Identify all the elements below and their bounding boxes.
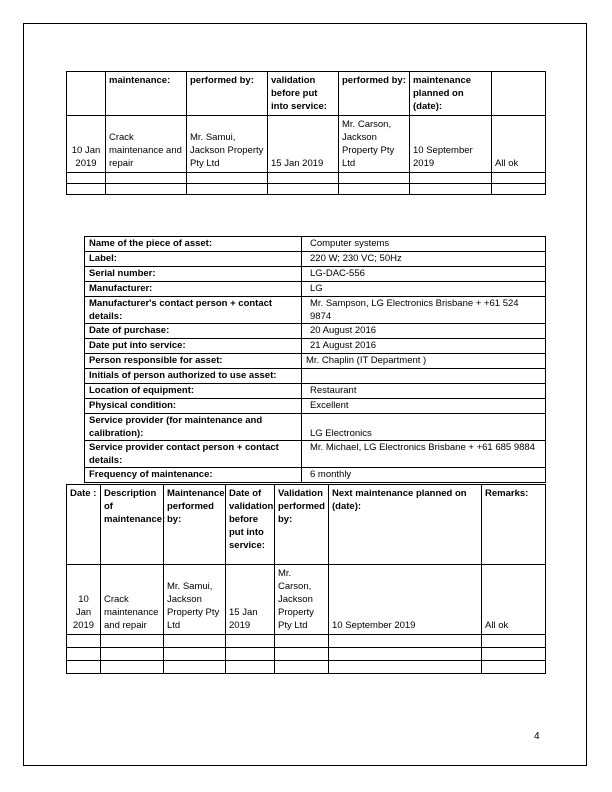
header-remarks: Remarks: — [482, 485, 546, 565]
next-planned-cell: 10 September 2019 — [329, 565, 482, 635]
asset-row — [85, 324, 546, 339]
asset-row — [85, 267, 546, 282]
asset-label: Person responsible for asset: — [85, 354, 302, 369]
blank-row — [67, 184, 546, 195]
maintenance-table-continued — [66, 71, 546, 195]
description-cell: Crack maintenance and repair — [101, 565, 164, 635]
asset-row — [85, 441, 546, 468]
asset-row — [85, 252, 546, 267]
asset-row — [85, 399, 546, 414]
asset-label: Date put into service: — [85, 339, 302, 354]
asset-value: 6 monthly — [302, 468, 546, 483]
asset-row — [85, 297, 546, 324]
asset-label: Service provider (for maintenance and calibration): — [85, 414, 302, 441]
asset-value — [302, 369, 546, 384]
asset-label: Service provider contact person + contact details: — [85, 441, 302, 468]
asset-row — [85, 369, 546, 384]
header-validation-by: Validation performed by: — [275, 485, 329, 565]
asset-label: Date of purchase: — [85, 324, 302, 339]
asset-label: Name of the piece of asset: — [85, 237, 302, 252]
asset-row — [85, 468, 546, 483]
asset-value: Mr. Sampson, LG Electronics Brisbane + +61 524 9874 — [302, 297, 546, 324]
asset-label: Frequency of maintenance: — [85, 468, 302, 483]
header-cell: performed by: — [187, 72, 268, 116]
asset-details-table — [84, 236, 546, 483]
date-cell: 10 Jan 2019 — [67, 565, 101, 635]
asset-label: Serial number: — [85, 267, 302, 282]
asset-label: Label: — [85, 252, 302, 267]
header-date: Date : — [67, 485, 101, 565]
maintenance-log-table — [66, 484, 546, 674]
validation-date-cell: 15 Jan 2019 — [226, 565, 275, 635]
asset-value: 21 August 2016 — [302, 339, 546, 354]
header-validation-date: Date of validation before put into service: — [226, 485, 275, 565]
asset-value: LG — [302, 282, 546, 297]
performed-by-cell: Mr. Samui, Jackson Property Pty Ltd — [187, 116, 268, 173]
table-header-row — [67, 72, 546, 116]
header-cell: maintenance planned on (date): — [410, 72, 492, 116]
asset-row — [85, 282, 546, 297]
header-cell: validation before put into service: — [268, 72, 339, 116]
performed-by-cell: Mr. Samui, Jackson Property Pty Ltd — [164, 565, 226, 635]
asset-value: 220 W; 230 VC; 50Hz — [302, 252, 546, 267]
asset-row — [85, 237, 546, 252]
header-next-planned: Next maintenance planned on (date): — [329, 485, 482, 565]
table-row — [67, 116, 546, 173]
header-cell — [67, 72, 106, 116]
blank-row — [67, 635, 546, 648]
asset-label: Initials of person authorized to use asset: — [85, 369, 302, 384]
asset-value: Mr. Michael, LG Electronics Brisbane + +61 685 9884 — [302, 441, 546, 468]
asset-value: Mr. Chaplin (IT Department ) — [302, 354, 546, 369]
header-description: Description of maintenance: — [101, 485, 164, 565]
asset-label: Manufacturer's contact person + contact details: — [85, 297, 302, 324]
asset-value: Restaurant — [302, 384, 546, 399]
asset-value: 20 August 2016 — [302, 324, 546, 339]
asset-row — [85, 384, 546, 399]
remarks-cell: All ok — [482, 565, 546, 635]
blank-row — [67, 661, 546, 674]
remarks-cell: All ok — [492, 116, 546, 173]
header-cell: maintenance: — [106, 72, 187, 116]
description-cell: Crack maintenance and repair — [106, 116, 187, 173]
asset-value: Computer systems — [302, 237, 546, 252]
validation-by-cell: Mr. Carson, Jackson Property Pty Ltd — [275, 565, 329, 635]
asset-row — [85, 414, 546, 441]
table-row — [67, 565, 546, 635]
asset-label: Location of equipment: — [85, 384, 302, 399]
next-planned-cell: 10 September 2019 — [410, 116, 492, 173]
asset-row — [85, 339, 546, 354]
header-cell: performed by: — [339, 72, 410, 116]
blank-row — [67, 648, 546, 661]
asset-label: Manufacturer: — [85, 282, 302, 297]
validation-by-cell: Mr. Carson, Jackson Property Pty Ltd — [339, 116, 410, 173]
asset-row — [85, 354, 546, 369]
header-performed-by: Maintenance performed by: — [164, 485, 226, 565]
asset-value: LG Electronics — [302, 414, 546, 441]
asset-value: LG-DAC-556 — [302, 267, 546, 282]
blank-row — [67, 173, 546, 184]
page-number: 4 — [534, 731, 540, 742]
asset-label: Physical condition: — [85, 399, 302, 414]
header-cell — [492, 72, 546, 116]
date-cell: 10 Jan 2019 — [67, 116, 106, 173]
asset-value: Excellent — [302, 399, 546, 414]
validation-date-cell: 15 Jan 2019 — [268, 116, 339, 173]
table-header-row — [67, 485, 546, 565]
